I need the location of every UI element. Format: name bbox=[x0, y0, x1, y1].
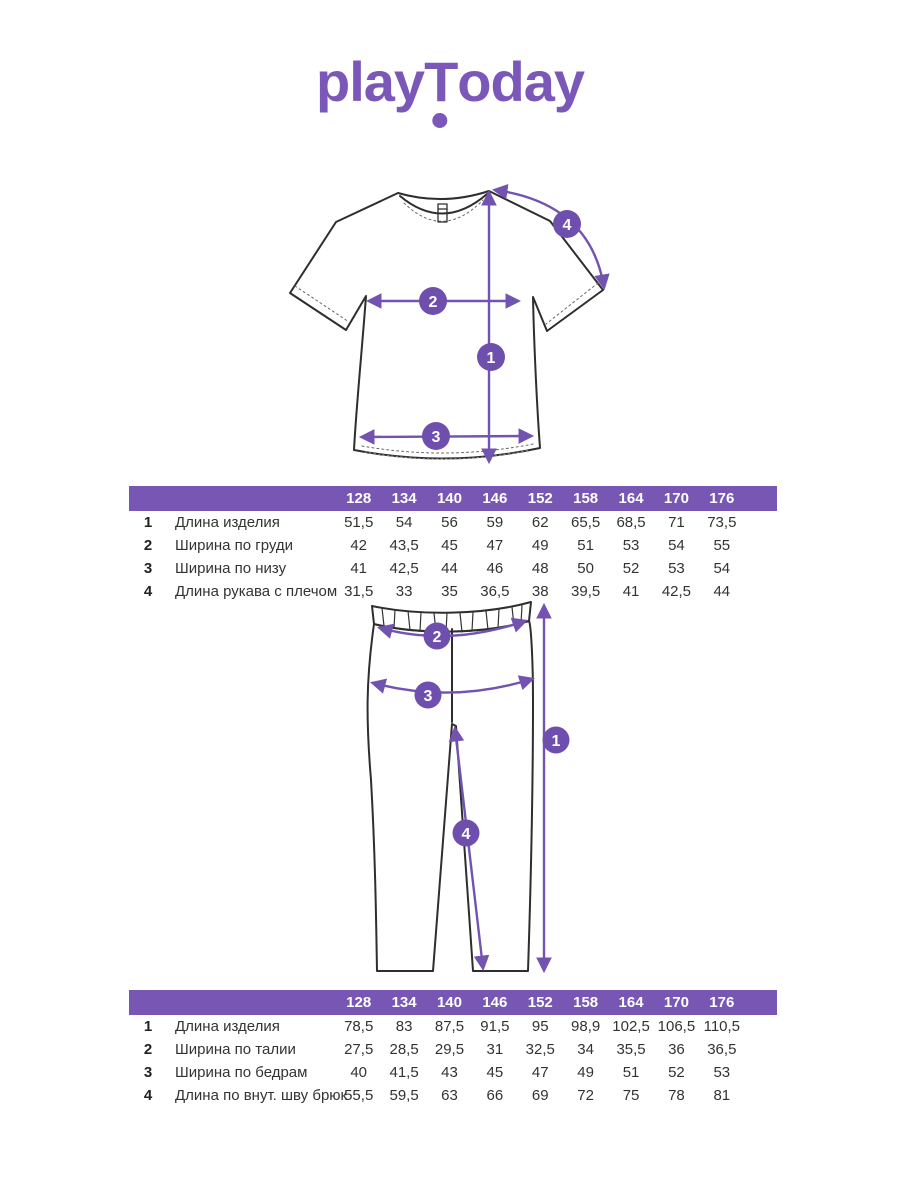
svg-text:3: 3 bbox=[431, 429, 441, 446]
size-column-header: 158 bbox=[573, 490, 599, 507]
size-column-header: 164 bbox=[618, 994, 644, 1011]
row-number: 4 bbox=[143, 583, 153, 600]
svg-text:1: 1 bbox=[486, 350, 496, 367]
svg-text:4: 4 bbox=[562, 217, 572, 234]
logo-text-oday: oday bbox=[457, 50, 584, 113]
row-number: 1 bbox=[143, 514, 153, 531]
svg-text:2: 2 bbox=[428, 294, 438, 311]
row-label: Ширина по груди bbox=[175, 537, 294, 554]
svg-text:4: 4 bbox=[461, 826, 471, 843]
logo-text-play: play bbox=[316, 50, 425, 113]
size-column-header: 146 bbox=[482, 994, 508, 1011]
size-column-header: 164 bbox=[618, 490, 644, 507]
row-label: Ширина по талии bbox=[175, 1041, 296, 1058]
svg-text:2: 2 bbox=[432, 629, 442, 646]
shirt-marker-2 bbox=[419, 287, 447, 315]
shirt-marker-1 bbox=[477, 343, 505, 371]
pants-size-table-header bbox=[129, 990, 777, 1015]
pants-marker-1 bbox=[543, 727, 570, 754]
svg-text:1: 1 bbox=[551, 733, 561, 750]
size-column-header: 134 bbox=[391, 490, 417, 507]
pants-size-table bbox=[129, 990, 777, 1107]
size-column-header: 128 bbox=[346, 994, 372, 1011]
row-number: 3 bbox=[143, 560, 153, 577]
logo-letter-t: T bbox=[424, 52, 457, 112]
row-number: 1 bbox=[143, 1018, 153, 1035]
size-column-header: 128 bbox=[346, 490, 372, 507]
table-row: 4 Длина по внут. шву брюк 55,5 59,5 63 66 69 72 75 78 81 bbox=[129, 1084, 777, 1107]
shirt-size-table-header bbox=[129, 486, 777, 511]
size-column-header: 170 bbox=[663, 994, 689, 1011]
row-number: 2 bbox=[143, 537, 153, 554]
size-column-header: 140 bbox=[436, 994, 462, 1011]
shirt-marker-4 bbox=[553, 210, 581, 238]
size-column-header: 176 bbox=[709, 490, 735, 507]
table-row: 3 Ширина по бедрам 40 41,5 43 45 47 49 51 52 53 bbox=[129, 1061, 777, 1084]
row-label: Длина рукава с плечом bbox=[175, 583, 338, 600]
table-row: 2 Ширина по груди 42 43,5 45 47 49 51 53 54 55 bbox=[129, 534, 777, 557]
shirt-size-table bbox=[129, 486, 777, 603]
size-column-header: 170 bbox=[663, 490, 689, 507]
svg-text:3: 3 bbox=[423, 688, 433, 705]
shirt-marker-3 bbox=[422, 422, 450, 450]
size-column-header: 152 bbox=[527, 490, 553, 507]
row-number: 3 bbox=[143, 1064, 153, 1081]
size-column-header: 146 bbox=[482, 490, 508, 507]
row-label: Длина изделия bbox=[175, 514, 280, 531]
table-row: 2 Ширина по талии 27,5 28,5 29,5 31 32,5 34 35,5 36 36,5 bbox=[129, 1038, 777, 1061]
table-row: 3 Ширина по низу 41 42,5 44 46 48 50 52 53 54 bbox=[129, 557, 777, 580]
row-label: Ширина по низу bbox=[175, 560, 287, 577]
size-column-header: 158 bbox=[573, 994, 599, 1011]
row-label: Ширина по бедрам bbox=[175, 1064, 308, 1081]
table-row: 1 Длина изделия 51,5 54 56 59 62 65,5 68,5 71 73,5 bbox=[129, 511, 777, 534]
size-column-header: 152 bbox=[527, 994, 553, 1011]
table-row: 4 Длина рукава с плечом 31,5 33 35 36,5 38 39,5 41 42,5 44 bbox=[129, 580, 777, 603]
row-label: Длина изделия bbox=[175, 1018, 280, 1035]
pants-drawing bbox=[368, 602, 533, 971]
row-label: Длина по внут. шву брюк bbox=[175, 1087, 348, 1104]
pants-marker-4 bbox=[453, 820, 480, 847]
row-number: 4 bbox=[143, 1087, 153, 1104]
row-number: 2 bbox=[143, 1041, 153, 1058]
size-column-header: 134 bbox=[391, 994, 417, 1011]
pants-marker-2 bbox=[424, 623, 451, 650]
size-column-header: 140 bbox=[436, 490, 462, 507]
table-row: 1 Длина изделия 78,5 83 87,5 91,5 95 98,9 102,5 106,5 110,5 bbox=[129, 1015, 777, 1038]
pants-marker-3 bbox=[415, 682, 442, 709]
size-column-header: 176 bbox=[709, 994, 735, 1011]
